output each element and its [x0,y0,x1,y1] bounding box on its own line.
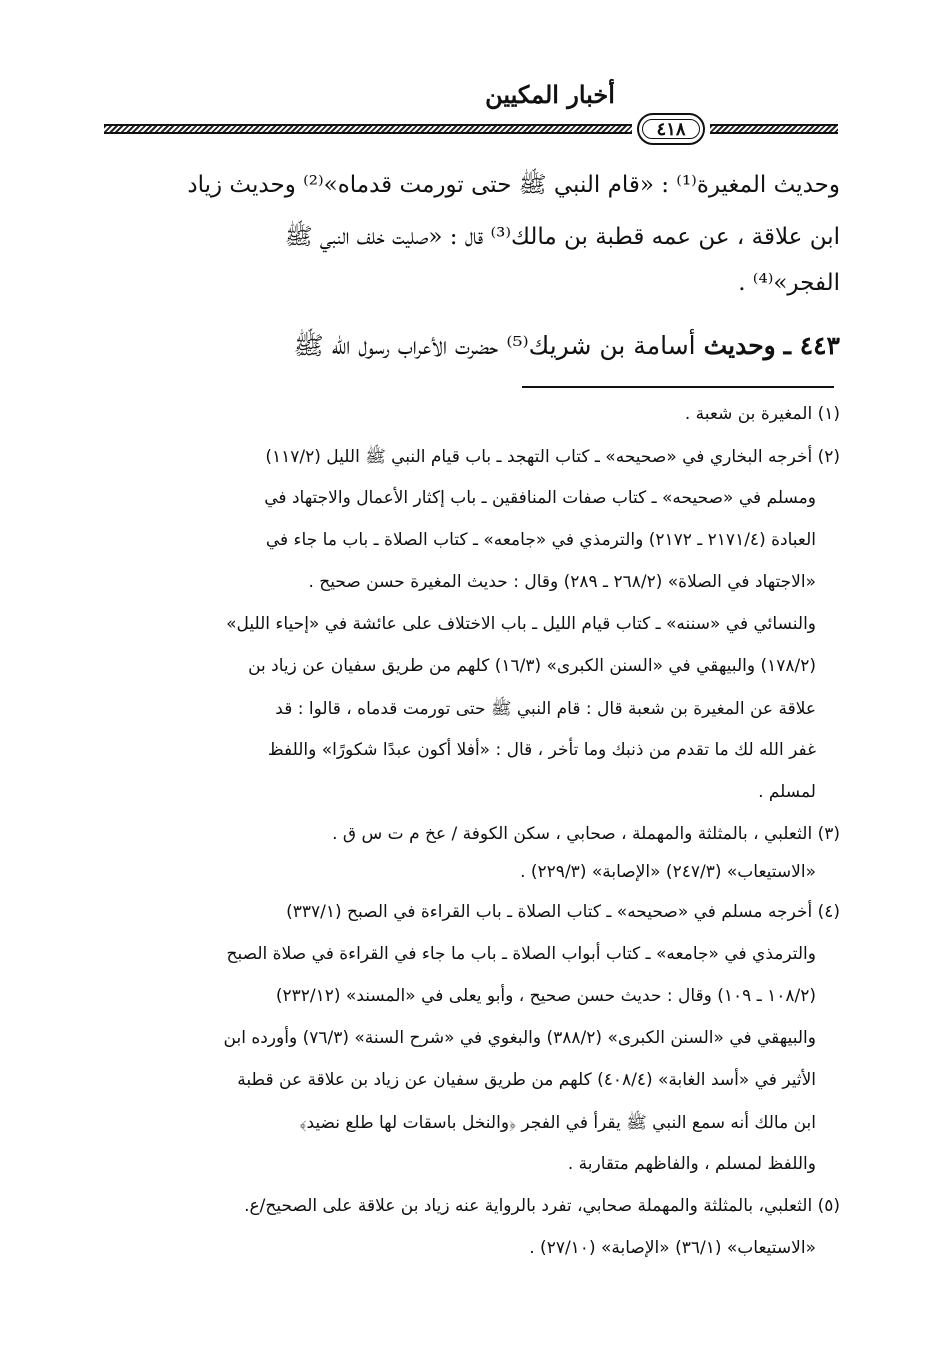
footnote-line: (١٠٨/٢ ـ ١٠٩) وقال : حديث حسن صحيح ، وأبو يعلى في «المسند» (٢٣٢/١٢) [275,986,816,1006]
footnote-line: العبادة (٢١٧١/٤ ـ ٢١٧٢) والترمذي في «جامعه» ـ كتاب الصلاة ـ باب ما جاء في [265,530,816,550]
entry-text: أسامة بن شريك⁽⁵⁾ حضرت الأعراب رسول الله ﷺ [293,331,704,360]
main-line-3: الفجر»⁽⁴⁾ . [738,270,840,296]
footnote-line: واللفظ لمسلم ، والفاظهم متقاربة . [567,1154,816,1174]
running-title: أخبار المكيين [485,80,615,109]
footnote-separator [522,386,834,388]
footnote-line: (٢) أخرجه البخاري في «صحيحه» ـ كتاب التهجد ـ باب قيام النبي ﷺ الليل (١١٧/٢) [265,447,840,467]
footnote-line: (٤) أخرجه مسلم في «صحيحه» ـ كتاب الصلاة ـ باب القراءة في الصبح (٣٣٧/١) [286,902,840,922]
footnote-line: (٥) الثعلبي، بالمثلثة والمهملة صحابي، تفرد بالرواية عنه زياد بن علاقة على الصحيح/ع. [244,1196,840,1216]
footnote-line: والترمذي في «جامعه» ـ كتاب أبواب الصلاة ـ باب ما جاء في القراءة في صلاة الصبح [226,944,816,964]
footnote-line: والنسائي في «سننه» ـ كتاب قيام الليل ـ باب الاختلاف على عائشة في «إحياء الليل» [226,614,816,634]
footnote-line: ومسلم في «صحيحه» ـ كتاب صفات المنافقين ـ باب إكثار الأعمال والاجتهاد في [264,488,816,508]
page-number: ٤١٨ [656,118,686,140]
footnote-line: (١) المغيرة بن شعبة . [684,404,840,424]
footnote-line: لمسلم . [758,782,816,802]
entry-keyword: وحديث [703,331,776,360]
footnote-line: علاقة عن المغيرة بن شعبة قال : قام النبي ﷺ حتى تورمت قدماه ، قالوا : قد [275,699,816,719]
entry-number: ٤٤٣ ـ [783,331,840,360]
footnote-line: «الاجتهاد في الصلاة» (٢٦٨/٢ ـ ٢٨٩) وقال : حديث المغيرة حسن صحيح . [308,572,816,592]
main-line-2: ابن علاقة ، عن عمه قطبة بن مالك⁽³⁾ قال : «صليت خلف النبي ﷺ [284,224,840,250]
footnote-line: «الاستيعاب» (٣٦/١) «الإصابة» (٢٧/١٠) . [529,1238,816,1258]
footnote-line: ابن مالك أنه سمع النبي ﷺ يقرأ في الفجر ﴿والنخل باسقات لها طلع نضيد﴾ [299,1113,816,1133]
footnote-line: والبيهقي في «السنن الكبرى» (٣٨٨/٢) والبغوي في «شرح السنة» (٧٦/٣) وأورده ابن [223,1028,816,1048]
entry-443 [100,330,840,367]
footnote-line: (٣) الثعلبي ، بالمثلثة والمهملة ، صحابي ، سكن الكوفة / عخ م ت س ق . [332,824,840,844]
header-rule-right [710,124,838,134]
footnote-line: غفر الله لك ما تقدم من ذنبك وما تأخر ، قال : «أفلا أكون عبدًا شكورًا» واللفظ [267,740,816,760]
header-rule-left [104,124,632,134]
footnote-line: الأثير في «أسد الغابة» (٤٠٨/٤) كلهم من طريق سفيان عن زياد بن علاقة عن قطبة [237,1070,816,1090]
main-line-1: وحديث المغيرة⁽¹⁾ : «قام النبي ﷺ حتى تورمت قدماه»⁽²⁾ وحديث زياد [187,172,840,198]
page-number-badge [637,113,705,145]
footnote-line: «الاستيعاب» (٢٤٧/٣) «الإصابة» (٢٢٩/٣) . [520,862,816,882]
footnote-line: (١٧٨/٢) والبيهقي في «السنن الكبرى» (١٦/٣) كلهم من طريق سفيان عن زياد بن [248,656,816,676]
